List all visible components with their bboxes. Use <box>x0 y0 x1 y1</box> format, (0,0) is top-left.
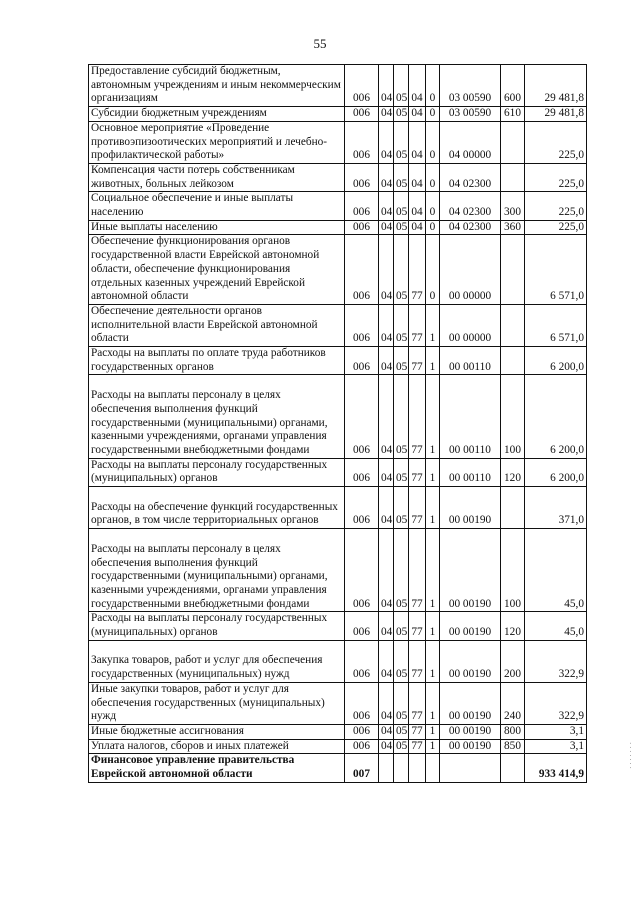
section-code: 04 <box>379 163 394 191</box>
section-code: 04 <box>379 612 394 640</box>
item-name: Расходы на выплаты по оплате труда работников государственных органов <box>89 347 345 375</box>
admin-code: 006 <box>345 235 379 305</box>
expense-type-code <box>501 304 525 346</box>
item-name: Социальное обеспечение и иные выплаты населению <box>89 192 345 220</box>
item-name: Основное мероприятие «Проведение противоэпизоотических мероприятий и лечебно-профилактической работы» <box>89 121 345 163</box>
subsection-code: 05 <box>394 235 409 305</box>
section-code: 04 <box>379 65 394 107</box>
scan-margin-mark: · · · · · · · <box>626 742 634 769</box>
section-code: 04 <box>379 347 394 375</box>
program-code: 77 <box>409 347 426 375</box>
target-item-code: 00 00190 <box>440 612 501 640</box>
program-code: 04 <box>409 107 426 122</box>
admin-code: 006 <box>345 529 379 612</box>
admin-code: 006 <box>345 640 379 682</box>
table-row <box>89 121 587 163</box>
section-code: 04 <box>379 220 394 235</box>
expense-type-code <box>501 163 525 191</box>
expense-type-code: 360 <box>501 220 525 235</box>
target-item-code: 00 00000 <box>440 304 501 346</box>
admin-code: 007 <box>345 754 379 782</box>
item-name: Расходы на выплаты персоналу государственных (муниципальных) органов <box>89 612 345 640</box>
program-code: 04 <box>409 220 426 235</box>
program-code: 04 <box>409 163 426 191</box>
program-code: 77 <box>409 612 426 640</box>
section-code: 04 <box>379 192 394 220</box>
admin-code: 006 <box>345 724 379 739</box>
subprogram-code: 0 <box>426 121 440 163</box>
target-item-code: 00 00190 <box>440 640 501 682</box>
expense-type-code: 100 <box>501 375 525 458</box>
subprogram-code: 1 <box>426 304 440 346</box>
subprogram-code: 0 <box>426 163 440 191</box>
subsection-code: 05 <box>394 612 409 640</box>
subsection-code: 05 <box>394 529 409 612</box>
amount: 322,9 <box>525 682 587 724</box>
admin-code: 006 <box>345 304 379 346</box>
item-name: Иные выплаты населению <box>89 220 345 235</box>
expense-type-code: 850 <box>501 739 525 754</box>
admin-code: 006 <box>345 487 379 529</box>
expense-type-code <box>501 121 525 163</box>
table-row <box>89 487 587 529</box>
target-item-code: 03 00590 <box>440 65 501 107</box>
table-row <box>89 107 587 122</box>
subsection-code: 05 <box>394 375 409 458</box>
page-number: 55 <box>313 36 327 51</box>
program-code: 04 <box>409 192 426 220</box>
expense-type-code: 240 <box>501 682 525 724</box>
program-code: 04 <box>409 121 426 163</box>
amount: 3,1 <box>525 724 587 739</box>
section-code: 04 <box>379 235 394 305</box>
subsection-code: 05 <box>394 682 409 724</box>
program-code: 77 <box>409 375 426 458</box>
amount: 933 414,9 <box>525 754 587 782</box>
target-item-code: 03 00590 <box>440 107 501 122</box>
subprogram-code: 1 <box>426 724 440 739</box>
subprogram-code: 1 <box>426 458 440 486</box>
amount: 3,1 <box>525 739 587 754</box>
amount: 6 200,0 <box>525 375 587 458</box>
target-item-code: 04 02300 <box>440 192 501 220</box>
expense-type-code: 200 <box>501 640 525 682</box>
amount: 225,0 <box>525 220 587 235</box>
subprogram-code: 0 <box>426 65 440 107</box>
subprogram-code: 0 <box>426 192 440 220</box>
subprogram-code: 1 <box>426 375 440 458</box>
expense-type-code <box>501 487 525 529</box>
target-item-code <box>440 754 501 782</box>
amount: 225,0 <box>525 163 587 191</box>
subprogram-code: 1 <box>426 529 440 612</box>
program-code <box>409 754 426 782</box>
expense-type-code: 120 <box>501 612 525 640</box>
item-name: Закупка товаров, работ и услуг для обеспечения государственных (муниципальных) нужд <box>89 640 345 682</box>
program-code: 77 <box>409 304 426 346</box>
target-item-code: 04 02300 <box>440 163 501 191</box>
admin-code: 006 <box>345 375 379 458</box>
expense-type-code <box>501 347 525 375</box>
admin-code: 006 <box>345 107 379 122</box>
program-code: 77 <box>409 458 426 486</box>
table-row <box>89 163 587 191</box>
section-code: 04 <box>379 682 394 724</box>
admin-code: 006 <box>345 612 379 640</box>
expense-type-code: 120 <box>501 458 525 486</box>
item-name: Расходы на обеспечение функций государственных органов, в том числе территориальных органов <box>89 487 345 529</box>
program-code: 77 <box>409 682 426 724</box>
subprogram-code: 1 <box>426 640 440 682</box>
section-code: 04 <box>379 739 394 754</box>
item-name: Иные закупки товаров, работ и услуг для обеспечения государственных (муниципальных) нужд <box>89 682 345 724</box>
expense-type-code <box>501 754 525 782</box>
amount: 225,0 <box>525 192 587 220</box>
program-code: 77 <box>409 235 426 305</box>
section-code: 04 <box>379 458 394 486</box>
target-item-code: 00 00190 <box>440 739 501 754</box>
amount: 45,0 <box>525 529 587 612</box>
subsection-code: 05 <box>394 163 409 191</box>
subsection-code: 05 <box>394 724 409 739</box>
subprogram-code: 1 <box>426 739 440 754</box>
amount: 322,9 <box>525 640 587 682</box>
item-name: Расходы на выплаты персоналу в целях обеспечения выполнения функций государственными (муниципальными) органами, казенными учреждениями, органами управления государственными внебюджетными фондами <box>89 529 345 612</box>
table-row <box>89 739 587 754</box>
subsection-code: 05 <box>394 640 409 682</box>
table-row <box>89 529 587 612</box>
table-row <box>89 235 587 305</box>
section-code: 04 <box>379 121 394 163</box>
admin-code: 006 <box>345 121 379 163</box>
admin-code: 006 <box>345 347 379 375</box>
subprogram-code: 1 <box>426 487 440 529</box>
subsection-code: 05 <box>394 220 409 235</box>
table-row <box>89 458 587 486</box>
subsection-code: 05 <box>394 65 409 107</box>
subsection-code: 05 <box>394 487 409 529</box>
admin-code: 006 <box>345 220 379 235</box>
subprogram-code: 1 <box>426 347 440 375</box>
amount: 6 571,0 <box>525 304 587 346</box>
item-name: Расходы на выплаты персоналу в целях обеспечения выполнения функций государственными (муниципальными) органами, казенными учреждениями, органами управления государственными внебюджетными фондами <box>89 375 345 458</box>
admin-code: 006 <box>345 739 379 754</box>
table-row <box>89 65 587 107</box>
item-name: Финансовое управление правительства Еврейской автономной области <box>89 754 345 782</box>
subsection-code <box>394 754 409 782</box>
subprogram-code: 0 <box>426 235 440 305</box>
table-row <box>89 682 587 724</box>
section-code: 04 <box>379 529 394 612</box>
amount: 225,0 <box>525 121 587 163</box>
target-item-code: 00 00110 <box>440 458 501 486</box>
section-code: 04 <box>379 640 394 682</box>
table-row <box>89 347 587 375</box>
expense-type-code <box>501 235 525 305</box>
subsection-code: 05 <box>394 739 409 754</box>
target-item-code: 00 00190 <box>440 529 501 612</box>
amount: 6 200,0 <box>525 458 587 486</box>
admin-code: 006 <box>345 65 379 107</box>
amount: 371,0 <box>525 487 587 529</box>
expense-type-code: 610 <box>501 107 525 122</box>
target-item-code: 00 00190 <box>440 724 501 739</box>
section-code: 04 <box>379 304 394 346</box>
item-name: Предоставление субсидий бюджетным, автономным учреждениям и иным некоммерческим организациям <box>89 65 345 107</box>
admin-code: 006 <box>345 192 379 220</box>
item-name: Уплата налогов, сборов и иных платежей <box>89 739 345 754</box>
subsection-code: 05 <box>394 304 409 346</box>
section-code: 04 <box>379 487 394 529</box>
table-row <box>89 304 587 346</box>
table-row <box>89 640 587 682</box>
program-code: 77 <box>409 487 426 529</box>
item-name: Иные бюджетные ассигнования <box>89 724 345 739</box>
subprogram-code <box>426 754 440 782</box>
budget-table <box>88 64 587 783</box>
subprogram-code: 1 <box>426 682 440 724</box>
program-code: 77 <box>409 739 426 754</box>
item-name: Обеспечение функционирования органов государственной власти Еврейской автономной области, обеспечение функционирования отдельных казенных учреждений Еврейской автономной области <box>89 235 345 305</box>
table-row <box>89 220 587 235</box>
subsection-code: 05 <box>394 347 409 375</box>
subprogram-code: 0 <box>426 220 440 235</box>
expense-type-code: 100 <box>501 529 525 612</box>
table-row <box>89 192 587 220</box>
expense-type-code: 300 <box>501 192 525 220</box>
table-body <box>89 65 587 783</box>
item-name: Обеспечение деятельности органов исполнительной власти Еврейской автономной области <box>89 304 345 346</box>
admin-code: 006 <box>345 458 379 486</box>
table-row <box>89 375 587 458</box>
amount: 29 481,8 <box>525 107 587 122</box>
subsection-code: 05 <box>394 107 409 122</box>
target-item-code: 00 00110 <box>440 347 501 375</box>
program-code: 77 <box>409 640 426 682</box>
program-code: 77 <box>409 724 426 739</box>
subsection-code: 05 <box>394 121 409 163</box>
subprogram-code: 0 <box>426 107 440 122</box>
section-code: 04 <box>379 375 394 458</box>
expense-type-code: 600 <box>501 65 525 107</box>
table-row <box>89 612 587 640</box>
item-name: Субсидии бюджетным учреждениям <box>89 107 345 122</box>
amount: 29 481,8 <box>525 65 587 107</box>
subsection-code: 05 <box>394 458 409 486</box>
program-code: 04 <box>409 65 426 107</box>
amount: 6 200,0 <box>525 347 587 375</box>
subsection-code: 05 <box>394 192 409 220</box>
target-item-code: 04 00000 <box>440 121 501 163</box>
table-row <box>89 724 587 739</box>
target-item-code: 00 00190 <box>440 682 501 724</box>
section-code <box>379 754 394 782</box>
target-item-code: 04 02300 <box>440 220 501 235</box>
program-code: 77 <box>409 529 426 612</box>
subprogram-code: 1 <box>426 612 440 640</box>
target-item-code: 00 00190 <box>440 487 501 529</box>
table-row <box>89 754 587 782</box>
amount: 6 571,0 <box>525 235 587 305</box>
amount: 45,0 <box>525 612 587 640</box>
target-item-code: 00 00110 <box>440 375 501 458</box>
expense-type-code: 800 <box>501 724 525 739</box>
target-item-code: 00 00000 <box>440 235 501 305</box>
admin-code: 006 <box>345 682 379 724</box>
item-name: Компенсация части потерь собственникам животных, больных лейкозом <box>89 163 345 191</box>
item-name: Расходы на выплаты персоналу государственных (муниципальных) органов <box>89 458 345 486</box>
section-code: 04 <box>379 107 394 122</box>
admin-code: 006 <box>345 163 379 191</box>
section-code: 04 <box>379 724 394 739</box>
